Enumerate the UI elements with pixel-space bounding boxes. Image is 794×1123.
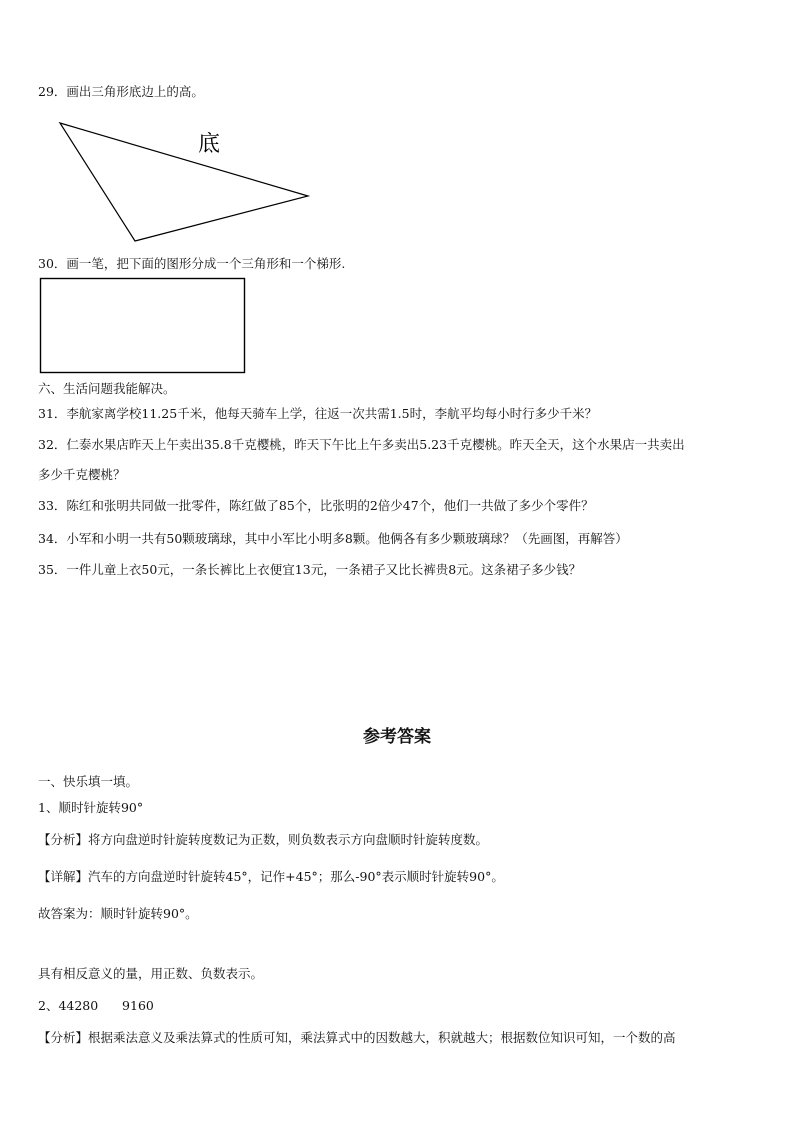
question-31: 31．李航家离学校11.25千米，他每天骑车上学，往返一次共需1.5时，李航平均每小时行多少千米？ [38,406,598,421]
answer-1-note: 具有相反意义的量，用正数、负数表示。 [38,966,264,981]
question-34: 34．小军和小明一共有50颗玻璃球，其中小军比小明多8颗。他俩各有多少颗玻璃球？（先画图，再解答） [38,531,628,546]
answers-title: 参考答案 [363,727,431,747]
answer-1-title: 1、顺时针旋转90° [38,800,144,815]
answer-1-detail: 【详解】汽车的方向盘逆时针旋转45°，记作+45°；那么-90°表示顺时针旋转90°。 [38,869,504,884]
triangle-base-label: 底 [198,132,221,157]
triangle-shape [60,123,308,241]
answer-2-title: 2、44280 9160 [38,998,154,1013]
answer-2-analysis: 【分析】根据乘法意义及乘法算式的性质可知，乘法算式中的因数越大，积就越大；根据数位知识可知，一个数的高 [38,1030,676,1045]
answers-section-1: 一、快乐填一填。 [38,774,139,789]
rectangle-figure [38,276,248,376]
question-32-line-2: 多少千克樱桃？ [38,467,126,482]
question-32-line-1: 32．仁泰水果店昨天上午卖出35.8千克樱桃，昨天下午比上午多卖出5.23千克樱桃。昨天全天，这个水果店一共卖出 [38,437,685,452]
question-29: 29．画出三角形底边上的高。 [38,84,204,99]
answer-1-analysis: 【分析】将方向盘逆时针旋转度数记为正数，则负数表示方向盘顺时针旋转度数。 [38,832,489,847]
answer-1-conclusion: 故答案为：顺时针旋转90°。 [38,906,198,921]
question-30: 30．画一笔，把下面的图形分成一个三角形和一个梯形. [38,256,346,271]
rectangle-shape [41,279,245,373]
section-6-heading: 六、生活问题我能解决。 [38,381,176,396]
question-33: 33．陈红和张明共同做一批零件，陈红做了85个，比张明的2倍少47个，他们一共做了多少个零件？ [38,498,594,513]
triangle-figure [55,118,325,248]
question-35: 35．一件儿童上衣50元，一条长裤比上衣便宜13元，一条裙子又比长裤贵8元。这条裙子多少钱？ [38,562,582,577]
